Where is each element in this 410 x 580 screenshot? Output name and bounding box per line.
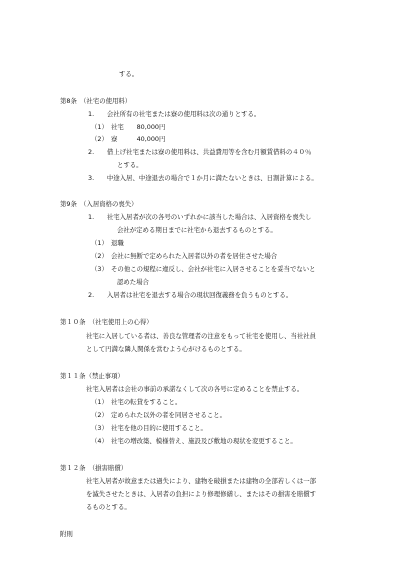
article-11-line: 社宅入居者は会社の事前の承諾なくして次の各号に定めることを禁止する。 bbox=[86, 385, 304, 393]
article-9-line: （1） 退職 bbox=[91, 239, 124, 247]
article-9-line: 1. 社宅入居者が次の各号のいずれかに該当した場合は、入居資格を喪失し bbox=[88, 213, 312, 221]
article-12-line: るものとする。 bbox=[86, 503, 131, 511]
article-9-line: （3） その他この規程に違反し、会社が社宅に入居させることを妥当でないと bbox=[91, 265, 316, 273]
article-11-line: （1） 社宅の転貸をすること。 bbox=[91, 398, 182, 406]
article-9-line: 会社が定める期日までに社宅から退去するものとする。 bbox=[117, 226, 277, 234]
article-11-line: （2） 定められた以外の者を同居させること。 bbox=[91, 411, 227, 419]
article-8-line: 1. 会社所有の社宅または寮の使用料は次の通りとする。 bbox=[88, 110, 261, 118]
article-9-line: 2. 入居者は社宅を退去する場合の現状回復義務を負うものとする。 bbox=[88, 291, 293, 299]
article-11-line: （3） 社宅を他の目的に使用すること。 bbox=[91, 424, 207, 432]
article-9-line: 認めた場合 bbox=[117, 278, 149, 286]
article-11-line: （4） 社宅の増改築、模様替え、施設及び敷地の現状を変更すること。 bbox=[91, 437, 297, 445]
article-12-line: 社宅入居者が故意または過失により、建物を破損または建物の全部若しくは一部 bbox=[86, 477, 317, 485]
article-8-line: とする。 bbox=[117, 161, 143, 169]
continuation-line: する。 bbox=[119, 70, 139, 78]
article-8-heading: 第8条 （社宅の使用料） bbox=[60, 97, 132, 105]
article-8-line: （1） 社宅 80,000円 bbox=[91, 123, 166, 131]
supplementary-provisions-heading: 附則 bbox=[60, 530, 73, 538]
article-9-heading: 第9条 （入居資格の喪失） bbox=[60, 200, 138, 208]
article-8-line: 2. 借上げ社宅または寮の使用料は、共益費用等を含む月額賃借料の４０％ bbox=[88, 148, 312, 156]
article-10-line: として円満な隣人関係を営むよう心がけるものとする。 bbox=[86, 345, 246, 353]
article-8-line: 3. 中途入居、中途退去の場合で１か月に満たないときは、日割計算による。 bbox=[88, 174, 318, 182]
article-10-line: 社宅に入居している者は、善良な管理者の注意をもって社宅を使用し、当社社員 bbox=[86, 332, 317, 340]
article-9-line: （2） 会社に無断で定められた入居者以外の者を居住させた場合 bbox=[91, 252, 278, 260]
article-11-heading: 第１１条（禁止事項） bbox=[60, 372, 124, 380]
article-12-line: を滅失させたときは、入居者の負担により修理修繕し、またはその損害を賠償す bbox=[86, 490, 317, 498]
article-10-heading: 第１０条 （社宅使用上の心得） bbox=[60, 318, 153, 326]
article-8-line: （2） 寮 40,000円 bbox=[91, 135, 166, 143]
article-12-heading: 第１２条 （損害賠償） bbox=[60, 464, 128, 472]
